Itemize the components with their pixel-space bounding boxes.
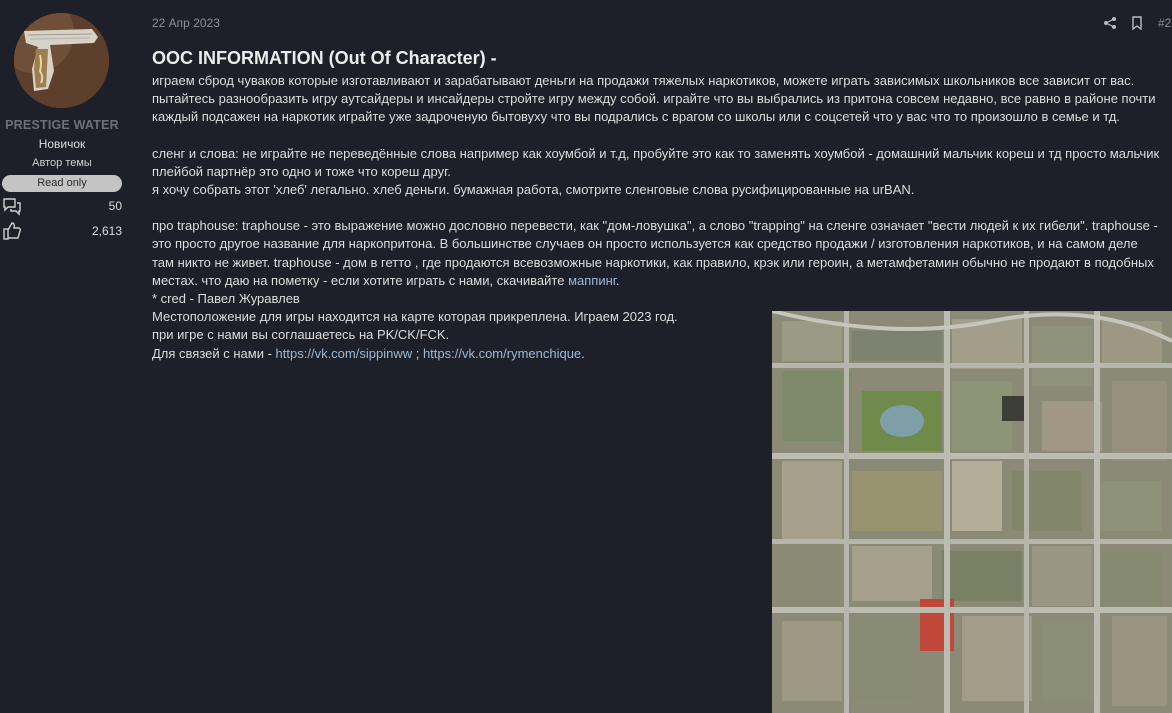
- mapping-link[interactable]: маппинг: [568, 272, 616, 288]
- user-rank: Новичок: [38, 137, 86, 151]
- contact-link-2[interactable]: https://vk.com/rymenchique: [422, 345, 582, 361]
- location-line: Местоположение для игры находится на карте которая прикреплена. Играем 2023 год.: [152, 309, 678, 325]
- contacts-label: Для связей с нами -: [152, 345, 276, 361]
- messages-stat: [2, 196, 122, 216]
- paragraph-traphouse: [152, 217, 1162, 290]
- paragraph-bread: я хочу собрать этот 'хлеб' легально. хлеб деньги. бумажная работа, смотрите сленговые слова русифицированные на urBAN.: [152, 182, 915, 198]
- post-number[interactable]: #2: [1158, 16, 1172, 30]
- contact-link-1[interactable]: https://vk.com/sippinww: [275, 345, 413, 361]
- author-badge: Автор темы: [32, 157, 92, 169]
- paragraph-slang: сленг и слова: не играйте не переведённые слова например как хоумбой и т.д, пробуйте это как то заменять хоумбой - домашний мальчик кореш и тд просто мальчик плейбой партнёр это одно и тоже что кореш друг.: [152, 145, 1160, 179]
- reactions-count: 2,613: [91, 224, 122, 238]
- post-date[interactable]: 22 Апр 2023: [152, 16, 220, 30]
- traphouse-text: про traphouse: traphouse - это выражение можно дословно перевести, как "дом-ловушка", а слово "trapping" на сленге означает "вести людей к их гибели". traphouse - это просто другое название для наркопритона. В большинстве случаев он просто используется как средство продажи / изготовления наркотиков, и на самом деле там никто не живет. traphouse - дом в гетто , где продаются всевозможные наркотики, как правило, крэк или героин, а метамфетамин обычно не продают в подобных местах. что даю на пометку - если хотите играть с нами, скачивайте: [152, 218, 1158, 288]
- speech-bubbles-icon: [2, 196, 22, 216]
- pistol-avatar-image: [14, 13, 109, 108]
- paragraph-intro: играем сброд чуваков которые изготавливают и зарабатывают деньги на продажи тяжелых наркотиков, можете играть зависимых школьников все зависит от вас. пытайтесь разнообразить игру аутсайдеры и инсайдеры стройте игру между собой. играйте что вы выбрались из притона совсем недавно, все равно в районе почти каждый подсажен на наркотик играйте уже задроченую бытовуху что вы подрались с врагом со школы или с соцсетей что у вас что то произошло в семье и тд.: [152, 73, 1156, 125]
- contact-separator: ;: [412, 345, 423, 361]
- mapping-end: .: [615, 272, 620, 288]
- rules-line: при игре с нами вы соглашаетесь на PK/CK/FCK.: [152, 327, 450, 343]
- post-title: OOC INFORMATION (Out Of Character) -: [152, 48, 497, 68]
- thumbs-up-icon: [2, 221, 22, 241]
- share-icon[interactable]: [1103, 16, 1117, 30]
- bookmark-icon[interactable]: [1131, 16, 1143, 30]
- attached-map-image[interactable]: [772, 311, 1172, 713]
- reactions-stat: [2, 221, 122, 241]
- cred-line: * cred - Павел Журавлев: [152, 291, 300, 307]
- user-avatar[interactable]: [14, 13, 109, 108]
- city-map-picture: [772, 311, 1172, 713]
- contact-end: .: [581, 345, 585, 361]
- status-badge: Read only: [2, 175, 122, 192]
- messages-count: 50: [108, 199, 122, 213]
- username[interactable]: PRESTIGE WATER: [5, 118, 119, 132]
